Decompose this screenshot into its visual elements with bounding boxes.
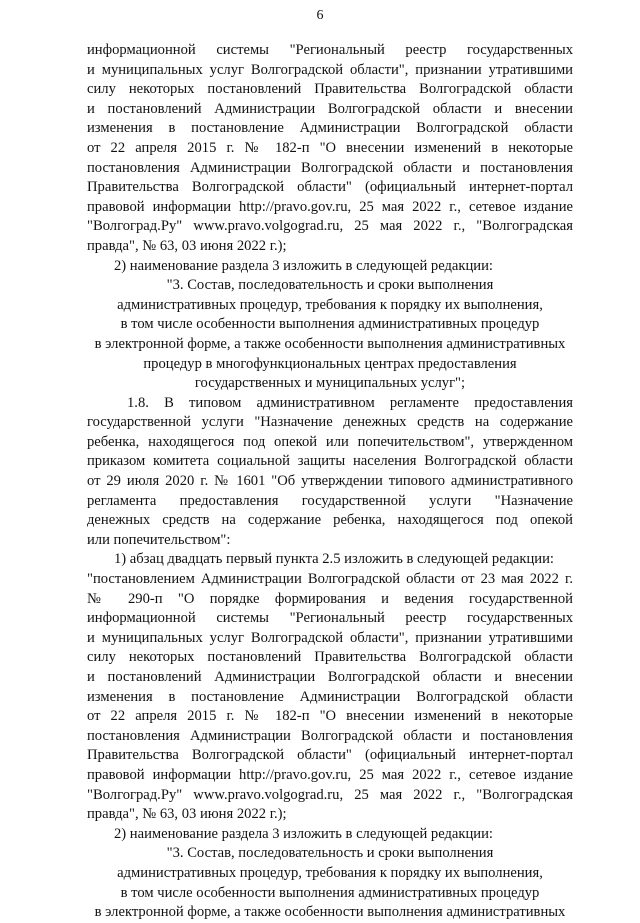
text-line: от 22 апреля 2015 г. № 182-п "О внесении изменений в некоторые <box>87 708 573 725</box>
text-line: и муниципальных услуг Волгоградской области", признании утратившими <box>87 629 573 646</box>
text-line: силу некоторых постановлений Правительства Волгоградской области <box>87 649 573 666</box>
text-line: 2) наименование раздела 3 изложить в следующей редакции: <box>114 257 493 274</box>
text-line: "Волгоград.Ру" www.pravo.volgograd.ru, 25 мая 2022 г., "Волгоградская <box>87 218 573 235</box>
page-number: 6 <box>316 8 324 23</box>
text-line: от 22 апреля 2015 г. № 182-п "О внесении изменений в некоторые <box>87 139 573 156</box>
text-line: денежных средств на содержание ребенка, находящегося под опекой <box>87 512 573 529</box>
text-line: 1) абзац двадцать первый пункта 2.5 изложить в следующей редакции: <box>114 551 554 568</box>
document-body <box>87 41 573 923</box>
text-line: Правительства Волгоградской области" (официальный интернет-портал <box>87 179 573 196</box>
text-line: в электронной форме, а также особенности выполнения административных <box>94 335 566 352</box>
text-line: Правительства Волгоградской области" (официальный интернет-портал <box>87 747 573 764</box>
text-line: административных процедур, требования к порядку их выполнения, <box>117 296 543 313</box>
text-line: государственной услуги "Назначение денежных средств на содержание <box>87 414 573 431</box>
text-line: в том числе особенности выполнения административных процедур <box>120 884 540 901</box>
text-line: "Волгоград.Ру" www.pravo.volgograd.ru, 25 мая 2022 г., "Волгоградская <box>87 786 573 803</box>
text-line: процедур в многофункциональных центрах предоставления <box>143 355 517 372</box>
text-line: и муниципальных услуг Волгоградской области", признании утратившими <box>87 61 573 78</box>
text-line: в электронной форме, а также особенности выполнения административных <box>94 904 566 921</box>
text-line: постановления Администрации Волгоградской области и постановления <box>87 159 573 176</box>
text-line: государственных и муниципальных услуг"; <box>194 375 466 392</box>
text-line: административных процедур, требования к порядку их выполнения, <box>117 864 543 881</box>
text-line: и постановлений Администрации Волгоградской области и внесении <box>87 669 573 685</box>
text-line: 1.8. В типовом административном регламенте предоставления <box>127 394 573 411</box>
text-line: правовой информации http://pravo.gov.ru, 25 мая 2022 г., сетевое издание <box>87 766 573 783</box>
text-line: регламента предоставления государственной услуги "Назначение <box>87 492 573 509</box>
text-line: приказом комитета социальной защиты населения Волгоградской области <box>87 453 573 470</box>
text-line: изменения в постановление Администрации Волгоградской области <box>87 688 573 705</box>
text-line: информационной системы "Региональный реестр государственных <box>87 610 573 627</box>
text-line: изменения в постановление Администрации Волгоградской области <box>87 120 573 137</box>
text-line: 2) наименование раздела 3 изложить в следующей редакции: <box>114 825 493 842</box>
text-line: информационной системы "Региональный реестр государственных <box>87 42 573 58</box>
text-line: и постановлений Администрации Волгоградской области и внесении <box>87 100 573 117</box>
text-line: ребенка, находящегося под опекой или попечительством", утвержденном <box>87 433 573 450</box>
text-line: от 29 июля 2020 г. № 1601 "Об утверждении типового административного <box>87 473 573 490</box>
text-line: "3. Состав, последовательность и сроки выполнения <box>166 845 494 862</box>
text-line: или попечительством": <box>87 531 231 548</box>
text-line: № 290-п "О порядке формирования и ведения государственной <box>87 590 573 607</box>
text-line: "постановлением Администрации Волгоградской области от 23 мая 2022 г. <box>87 571 573 588</box>
text-line: постановления Администрации Волгоградской области и постановления <box>87 727 573 744</box>
text-line: "3. Состав, последовательность и сроки выполнения <box>166 277 494 294</box>
text-line: силу некоторых постановлений Правительства Волгоградской области <box>87 81 573 98</box>
text-line: правовой информации http://pravo.gov.ru, 25 мая 2022 г., сетевое издание <box>87 198 573 215</box>
text-line: правда", № 63, 03 июня 2022 г.); <box>87 806 287 823</box>
text-line: правда", № 63, 03 июня 2022 г.); <box>87 237 287 254</box>
text-line: в том числе особенности выполнения административных процедур <box>120 316 540 333</box>
